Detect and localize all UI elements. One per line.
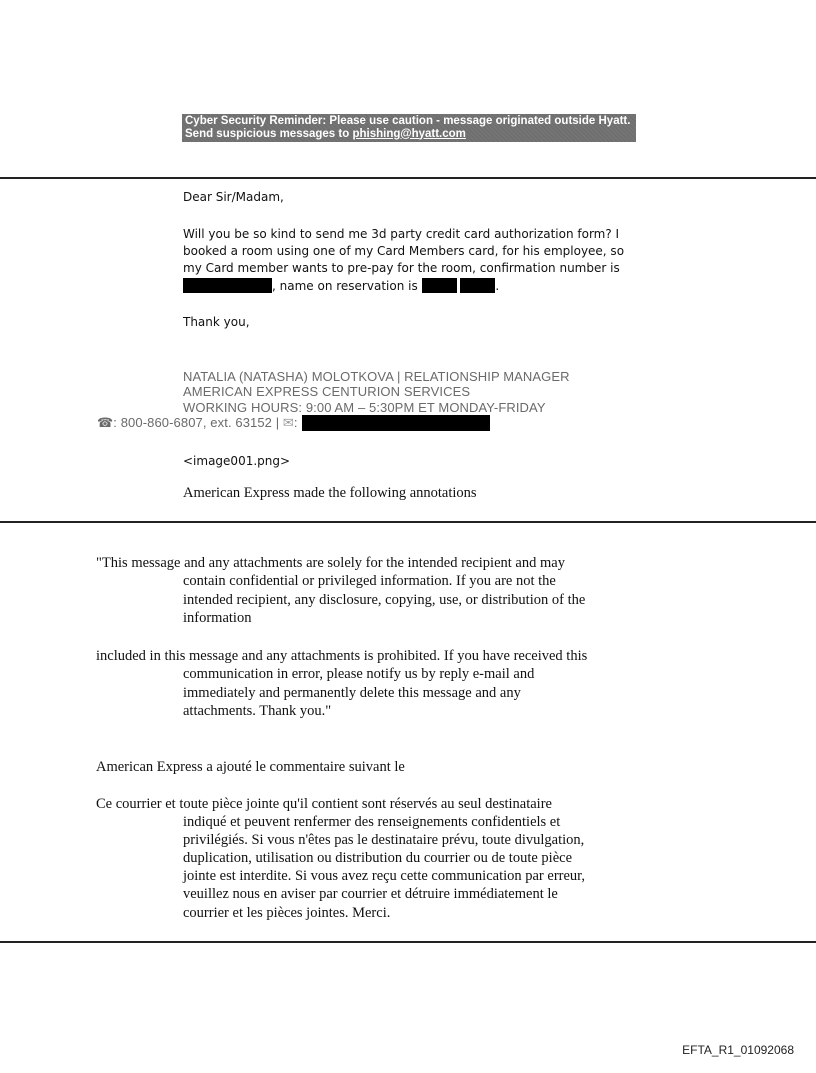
disclaimer-fr-line: duplication, utilisation ou distribution du courrier ou de toute pièce xyxy=(183,850,573,866)
signature-contact xyxy=(97,415,490,431)
signature-mail-separator: : xyxy=(293,415,298,430)
redacted-first-name xyxy=(422,278,457,293)
divider-middle xyxy=(0,521,816,523)
redacted-last-name xyxy=(460,278,495,293)
disclaimer-fr-line: indiqué et peuvent renfermer des renseignements confidentiels et xyxy=(183,814,561,830)
redacted-confirmation-number xyxy=(183,278,272,293)
disclaimer-fr-line: courrier et les pièces jointes. Merci. xyxy=(183,905,391,921)
disclaimer-en-1-first: "This message and any attachments are solely for the intended recipient and may xyxy=(96,555,565,571)
greeting: Dear Sir/Madam, xyxy=(183,190,284,204)
banner-text: Cyber Security Reminder: Please use caution - message originated outside Hyatt. Send suspicious messages to xyxy=(185,115,631,140)
disclaimer-en-2-first: included in this message and any attachments is prohibited. If you have received this xyxy=(96,648,588,664)
redacted-email-address xyxy=(302,415,490,431)
disclaimer-fr-line: jointe est interdite. Si vous avez reçu cette communication par erreur, xyxy=(183,868,586,884)
disclaimer-fr-line: privilégiés. Si vous n'êtes pas le destinataire prévu, toute divulgation, xyxy=(183,832,585,848)
signature-phone: : 800-860-6807, ext. 63152 | xyxy=(113,415,283,430)
disclaimer-fr-line: veuillez nous en aviser par courrier et détruire immédiatement le xyxy=(183,886,558,902)
signature-name: NATALIA (NATASHA) MOLOTKOVA | RELATIONSHIP MANAGER xyxy=(183,369,570,384)
divider-bottom xyxy=(0,941,816,943)
divider-top xyxy=(0,177,816,179)
body-line-1: Will you be so kind to send me 3d party credit card authorization form? I xyxy=(183,227,620,241)
telephone-icon: ☎ xyxy=(97,415,114,430)
signature-company: AMERICAN EXPRESS CENTURION SERVICES xyxy=(183,384,471,399)
disclaimer-en-2-line: communication in error, please notify us by reply e-mail and xyxy=(183,666,535,682)
phishing-email-link[interactable]: phishing@hyatt.com xyxy=(352,127,466,140)
disclaimer-en-1-line: contain confidential or privileged information. If you are not the xyxy=(183,573,556,589)
closing: Thank you, xyxy=(183,315,250,329)
signature-hours: WORKING HOURS: 9:00 AM – 5:30PM ET MONDAY-FRIDAY xyxy=(183,400,546,415)
body-line-4-end: . xyxy=(495,279,500,293)
body-line-3: my Card member wants to pre-pay for the room, confirmation number is xyxy=(183,261,620,275)
body-line-4 xyxy=(183,278,499,295)
attachment-placeholder[interactable]: <image001.png> xyxy=(183,454,291,468)
envelope-icon: ✉ xyxy=(282,415,294,430)
annotation-intro: American Express made the following annotations xyxy=(183,485,477,501)
disclaimer-fr-first: Ce courrier et toute pièce jointe qu'il contient sont réservés au seul destinataire xyxy=(96,796,552,812)
body-line-4-text: , name on reservation is xyxy=(272,279,418,293)
disclaimer-en-1-line: information xyxy=(183,610,252,626)
french-intro: American Express a ajouté le commentaire suivant le xyxy=(96,759,405,775)
disclaimer-en-2-line: immediately and permanently delete this message and any xyxy=(183,685,521,701)
disclaimer-en-2-line: attachments. Thank you." xyxy=(183,703,332,719)
body-line-2: booked a room using one of my Card Members card, for his employee, so xyxy=(183,244,625,258)
disclaimer-en-1-line: intended recipient, any disclosure, copying, use, or distribution of the xyxy=(183,592,586,608)
security-warning-banner xyxy=(182,114,636,142)
document-id: EFTA_R1_01092068 xyxy=(682,1043,794,1057)
